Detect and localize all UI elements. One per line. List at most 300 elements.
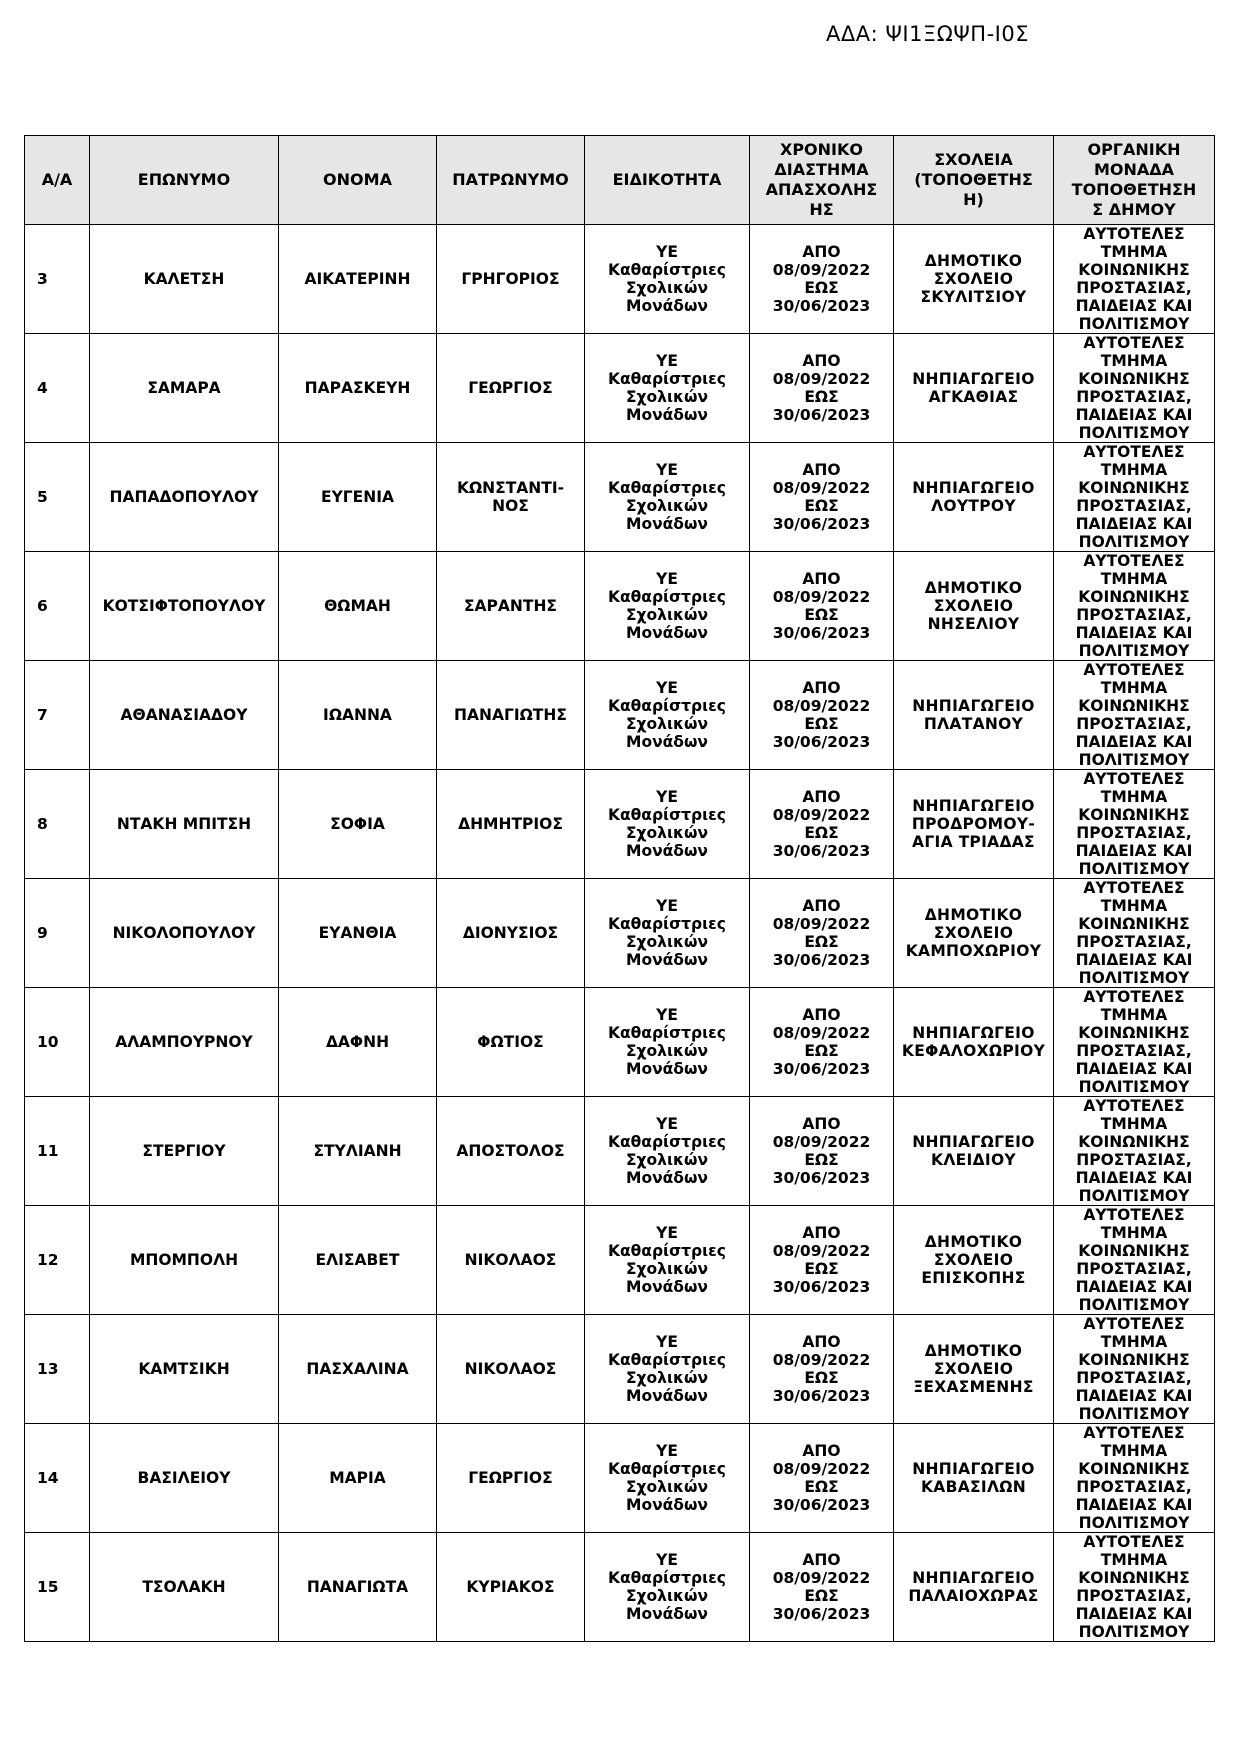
cell-school-line: ΝΗΠΙΑΓΩΓΕΙΟ: [912, 1024, 1035, 1042]
cell-specialty-line: Μονάδων: [626, 1169, 708, 1187]
cell-name: ΣΟΦΙΑ: [279, 770, 437, 879]
cell-specialty: [585, 879, 750, 988]
cell-specialty-line: Μονάδων: [626, 297, 708, 315]
cell-surname: ΜΠΟΜΠΟΛΗ: [90, 1206, 279, 1315]
cell-period-line: 30/06/2023: [772, 733, 871, 751]
cell-father-name: ΝΙΚΟΛΑΟΣ: [437, 1206, 585, 1315]
cell-specialty: [585, 988, 750, 1097]
cell-school-line: ΣΧΟΛΕΙΟ: [933, 924, 1014, 942]
cell-name: ΘΩΜΑΗ: [279, 552, 437, 661]
cell-school-line: ΠΛΑΤΑΝΟΥ: [923, 715, 1024, 733]
cell-specialty-line: ΥΕ: [656, 570, 678, 588]
header-surname: ΕΠΩΝΥΜΟ: [90, 136, 279, 225]
cell-unit: [1054, 879, 1215, 988]
header-aa: Α/Α: [25, 136, 90, 225]
cell-period-line: 08/09/2022: [772, 370, 871, 388]
cell-unit-line: ΚΟΙΝΩΝΙΚΗΣ: [1078, 1133, 1190, 1151]
table-row: [25, 225, 1215, 334]
cell-period-line: ΕΩΣ: [804, 933, 839, 951]
table-row: [25, 1424, 1215, 1533]
cell-period-line: 08/09/2022: [772, 915, 871, 933]
cell-surname: ΤΣΟΛΑΚΗ: [90, 1533, 279, 1642]
cell-period-line: ΑΠΟ: [802, 1224, 841, 1242]
header-line: ΟΡΓΑΝΙΚΗ: [1087, 140, 1181, 159]
cell-surname: ΝΤΑΚΗ ΜΠΙΤΣΗ: [90, 770, 279, 879]
cell-unit-line: ΠΟΛΙΤΙΣΜΟΥ: [1078, 1514, 1190, 1532]
cell-unit-line: ΑΥΤΟΤΕΛΕΣ: [1083, 225, 1185, 243]
cell-unit-line: ΤΜΗΜΑ: [1100, 570, 1168, 588]
cell-period: [750, 443, 894, 552]
cell-specialty-line: Σχολικών: [625, 388, 709, 406]
cell-specialty-line: Καθαρίστριες: [607, 697, 726, 715]
cell-school-line: ΔΗΜΟΤΙΚΟ: [924, 906, 1023, 924]
header-line: ΜΟΝΑΔΑ: [1093, 160, 1175, 179]
cell-unit-line: ΠΑΙΔΕΙΑΣ ΚΑΙ: [1075, 624, 1193, 642]
cell-period-line: ΕΩΣ: [804, 1478, 839, 1496]
table-row: [25, 988, 1215, 1097]
cell-unit: [1054, 1315, 1215, 1424]
cell-period-line: 08/09/2022: [772, 1460, 871, 1478]
cell-period: [750, 1097, 894, 1206]
cell-school: [894, 1315, 1054, 1424]
cell-aa: 9: [25, 879, 90, 988]
cell-father-name: ΣΑΡΑΝΤΗΣ: [437, 552, 585, 661]
cell-unit-line: ΠΑΙΔΕΙΑΣ ΚΑΙ: [1075, 1387, 1193, 1405]
cell-unit-line: ΠΡΟΣΤΑΣΙΑΣ,: [1076, 497, 1192, 515]
cell-name: ΠΑΣΧΑΛΙΝΑ: [279, 1315, 437, 1424]
cell-unit-line: ΠΑΙΔΕΙΑΣ ΚΑΙ: [1075, 1496, 1193, 1514]
cell-period-line: 30/06/2023: [772, 297, 871, 315]
cell-unit-line: ΚΟΙΝΩΝΙΚΗΣ: [1078, 479, 1190, 497]
cell-specialty-line: Σχολικών: [625, 497, 709, 515]
cell-specialty-line: Καθαρίστριες: [607, 806, 726, 824]
cell-school-line: ΝΗΠΙΑΓΩΓΕΙΟ: [912, 697, 1035, 715]
header-line: ΔΙΑΣΤΗΜΑ: [774, 160, 869, 179]
cell-period: [750, 879, 894, 988]
header-line: ΤΟΠΟΘΕΤΗΣΗ: [1071, 180, 1197, 199]
cell-unit: [1054, 770, 1215, 879]
cell-school-line: ΚΕΦΑΛΟΧΩΡΙΟΥ: [901, 1042, 1046, 1060]
cell-specialty-line: ΥΕ: [656, 1006, 678, 1024]
cell-specialty: [585, 770, 750, 879]
cell-school-line: ΔΗΜΟΤΙΚΟ: [924, 1233, 1023, 1251]
cell-period-line: ΑΠΟ: [802, 788, 841, 806]
cell-period: [750, 552, 894, 661]
cell-period: [750, 334, 894, 443]
header-name: ΟΝΟΜΑ: [279, 136, 437, 225]
cell-aa: 15: [25, 1533, 90, 1642]
cell-period-line: ΕΩΣ: [804, 279, 839, 297]
cell-unit-line: ΠΡΟΣΤΑΣΙΑΣ,: [1076, 606, 1192, 624]
cell-unit-line: ΚΟΙΝΩΝΙΚΗΣ: [1078, 1024, 1190, 1042]
cell-period-line: 08/09/2022: [772, 697, 871, 715]
cell-period: [750, 770, 894, 879]
table-row: [25, 1533, 1215, 1642]
cell-unit-line: ΠΟΛΙΤΙΣΜΟΥ: [1078, 1187, 1190, 1205]
table-row: [25, 879, 1215, 988]
cell-unit-line: ΠΡΟΣΤΑΣΙΑΣ,: [1076, 279, 1192, 297]
cell-unit-line: ΠΟΛΙΤΙΣΜΟΥ: [1078, 424, 1190, 442]
cell-specialty-line: Σχολικών: [625, 606, 709, 624]
cell-father-name: ΓΕΩΡΓΙΟΣ: [437, 1424, 585, 1533]
cell-unit-line: ΠΑΙΔΕΙΑΣ ΚΑΙ: [1075, 733, 1193, 751]
cell-unit-line: ΠΑΙΔΕΙΑΣ ΚΑΙ: [1075, 1169, 1193, 1187]
cell-period: [750, 988, 894, 1097]
header-line: ΧΡΟΝΙΚΟ: [779, 140, 863, 159]
cell-specialty-line: Καθαρίστριες: [607, 1569, 726, 1587]
table-row: [25, 661, 1215, 770]
cell-unit: [1054, 661, 1215, 770]
cell-unit-line: ΚΟΙΝΩΝΙΚΗΣ: [1078, 806, 1190, 824]
cell-unit-line: ΤΜΗΜΑ: [1100, 679, 1168, 697]
cell-name: ΠΑΡΑΣΚΕΥΗ: [279, 334, 437, 443]
cell-school-line: ΛΟΥΤΡΟΥ: [931, 497, 1016, 515]
cell-period-line: ΑΠΟ: [802, 1551, 841, 1569]
cell-unit: [1054, 1424, 1215, 1533]
cell-specialty: [585, 1097, 750, 1206]
cell-specialty-line: Σχολικών: [625, 1260, 709, 1278]
cell-specialty-line: Καθαρίστριες: [607, 915, 726, 933]
cell-unit-line: ΠΡΟΣΤΑΣΙΑΣ,: [1076, 824, 1192, 842]
cell-unit-line: ΑΥΤΟΤΕΛΕΣ: [1083, 879, 1185, 897]
cell-school: [894, 879, 1054, 988]
cell-unit-line: ΠΑΙΔΕΙΑΣ ΚΑΙ: [1075, 842, 1193, 860]
cell-unit-line: ΚΟΙΝΩΝΙΚΗΣ: [1078, 1460, 1190, 1478]
table-row: [25, 552, 1215, 661]
cell-school-line: ΔΗΜΟΤΙΚΟ: [924, 579, 1023, 597]
cell-unit-line: ΚΟΙΝΩΝΙΚΗΣ: [1078, 370, 1190, 388]
cell-aa: 5: [25, 443, 90, 552]
cell-period-line: ΑΠΟ: [802, 1115, 841, 1133]
cell-specialty-line: Σχολικών: [625, 715, 709, 733]
cell-specialty-line: Μονάδων: [626, 1060, 708, 1078]
cell-school: [894, 1424, 1054, 1533]
cell-specialty-line: Καθαρίστριες: [607, 1351, 726, 1369]
cell-period-line: 30/06/2023: [772, 951, 871, 969]
cell-specialty: [585, 552, 750, 661]
cell-specialty: [585, 661, 750, 770]
cell-aa: 10: [25, 988, 90, 1097]
cell-specialty: [585, 1424, 750, 1533]
header-line: (ΤΟΠΟΘΕΤΗΣ: [914, 170, 1033, 189]
cell-unit-line: ΤΜΗΜΑ: [1100, 1442, 1168, 1460]
cell-period-line: ΕΩΣ: [804, 388, 839, 406]
cell-specialty-line: Καθαρίστριες: [607, 261, 726, 279]
cell-unit-line: ΠΡΟΣΤΑΣΙΑΣ,: [1076, 1260, 1192, 1278]
cell-unit-line: ΠΟΛΙΤΙΣΜΟΥ: [1078, 533, 1190, 551]
cell-school-line: ΝΗΠΙΑΓΩΓΕΙΟ: [912, 1460, 1035, 1478]
cell-unit-line: ΠΟΛΙΤΙΣΜΟΥ: [1078, 969, 1190, 987]
table-body: [25, 225, 1215, 1642]
cell-period: [750, 1424, 894, 1533]
cell-period-line: ΕΩΣ: [804, 1260, 839, 1278]
cell-specialty-line: Σχολικών: [625, 933, 709, 951]
cell-aa: 8: [25, 770, 90, 879]
cell-period-line: 08/09/2022: [772, 1569, 871, 1587]
cell-unit-line: ΚΟΙΝΩΝΙΚΗΣ: [1078, 1351, 1190, 1369]
cell-name: ΠΑΝΑΓΙΩΤΑ: [279, 1533, 437, 1642]
cell-school-line: ΣΧΟΛΕΙΟ: [933, 597, 1014, 615]
header-specialty: ΕΙΔΙΚΟΤΗΤΑ: [585, 136, 750, 225]
cell-specialty-line: Μονάδων: [626, 733, 708, 751]
cell-school: [894, 661, 1054, 770]
cell-unit-line: ΠΡΟΣΤΑΣΙΑΣ,: [1076, 715, 1192, 733]
cell-period-line: 30/06/2023: [772, 1060, 871, 1078]
cell-specialty-line: Καθαρίστριες: [607, 370, 726, 388]
cell-unit-line: ΠΑΙΔΕΙΑΣ ΚΑΙ: [1075, 1060, 1193, 1078]
cell-specialty-line: Καθαρίστριες: [607, 479, 726, 497]
cell-unit-line: ΠΑΙΔΕΙΑΣ ΚΑΙ: [1075, 515, 1193, 533]
table-row: [25, 1097, 1215, 1206]
cell-specialty-line: ΥΕ: [656, 352, 678, 370]
cell-unit-line: ΤΜΗΜΑ: [1100, 788, 1168, 806]
cell-period-line: ΑΠΟ: [802, 570, 841, 588]
cell-unit-line: ΑΥΤΟΤΕΛΕΣ: [1083, 1533, 1185, 1551]
cell-specialty-line: Μονάδων: [626, 1605, 708, 1623]
cell-period-line: ΑΠΟ: [802, 243, 841, 261]
cell-unit-line: ΚΟΙΝΩΝΙΚΗΣ: [1078, 588, 1190, 606]
cell-unit-line: ΠΟΛΙΤΙΣΜΟΥ: [1078, 642, 1190, 660]
cell-specialty-line: ΥΕ: [656, 1224, 678, 1242]
cell-period-line: ΑΠΟ: [802, 352, 841, 370]
cell-father-name: ΓΡΗΓΟΡΙΟΣ: [437, 225, 585, 334]
cell-unit: [1054, 1206, 1215, 1315]
cell-name: ΙΩΑΝΝΑ: [279, 661, 437, 770]
cell-school-line: ΠΡΟΔΡΟΜΟΥ-: [911, 815, 1036, 833]
cell-period-line: 08/09/2022: [772, 588, 871, 606]
cell-unit-line: ΚΟΙΝΩΝΙΚΗΣ: [1078, 261, 1190, 279]
header-line: ΗΣ: [809, 200, 834, 219]
header-line: ΣΧΟΛΕΙΑ: [934, 150, 1013, 169]
cell-school: [894, 334, 1054, 443]
cell-father-name: ΝΙΚΟΛΑΟΣ: [437, 1315, 585, 1424]
cell-school: [894, 770, 1054, 879]
cell-school-line: ΠΑΛΑΙΟΧΩΡΑΣ: [908, 1587, 1039, 1605]
cell-specialty-line: Καθαρίστριες: [607, 1242, 726, 1260]
cell-specialty-line: Σχολικών: [625, 1369, 709, 1387]
cell-specialty-line: ΥΕ: [656, 788, 678, 806]
cell-specialty-line: ΥΕ: [656, 679, 678, 697]
cell-period-line: ΑΠΟ: [802, 1333, 841, 1351]
staff-table: [24, 135, 1215, 1642]
cell-unit-line: ΚΟΙΝΩΝΙΚΗΣ: [1078, 1569, 1190, 1587]
cell-period-line: 08/09/2022: [772, 1133, 871, 1151]
cell-school-line: ΚΑΒΑΣΙΛΩΝ: [920, 1478, 1027, 1496]
cell-school: [894, 443, 1054, 552]
table-header-row: [25, 136, 1215, 225]
cell-unit-line: ΠΑΙΔΕΙΑΣ ΚΑΙ: [1075, 1278, 1193, 1296]
cell-unit: [1054, 552, 1215, 661]
cell-specialty-line: ΥΕ: [656, 1333, 678, 1351]
cell-specialty-line: ΥΕ: [656, 461, 678, 479]
cell-unit-line: ΤΜΗΜΑ: [1100, 243, 1168, 261]
cell-unit-line: ΤΜΗΜΑ: [1100, 352, 1168, 370]
cell-unit-line: ΑΥΤΟΤΕΛΕΣ: [1083, 988, 1185, 1006]
cell-specialty-line: Καθαρίστριες: [607, 1133, 726, 1151]
cell-name: ΕΥΓΕΝΙΑ: [279, 443, 437, 552]
cell-name: ΔΑΦΝΗ: [279, 988, 437, 1097]
cell-school: [894, 552, 1054, 661]
cell-period: [750, 1315, 894, 1424]
cell-specialty-line: Μονάδων: [626, 1496, 708, 1514]
cell-unit-line: ΠΡΟΣΤΑΣΙΑΣ,: [1076, 933, 1192, 951]
cell-school-line: ΔΗΜΟΤΙΚΟ: [924, 252, 1023, 270]
cell-school: [894, 1097, 1054, 1206]
cell-period-line: 30/06/2023: [772, 624, 871, 642]
cell-period-line: 08/09/2022: [772, 1242, 871, 1260]
cell-school-line: ΣΧΟΛΕΙΟ: [933, 270, 1014, 288]
cell-surname: ΚΟΤΣΙΦΤΟΠΟΥΛΟΥ: [90, 552, 279, 661]
cell-unit-line: ΑΥΤΟΤΕΛΕΣ: [1083, 552, 1185, 570]
cell-unit-line: ΤΜΗΜΑ: [1100, 1224, 1168, 1242]
cell-aa: 11: [25, 1097, 90, 1206]
table-row: [25, 1206, 1215, 1315]
cell-school-line: ΣΧΟΛΕΙΟ: [933, 1251, 1014, 1269]
cell-period-line: 08/09/2022: [772, 806, 871, 824]
cell-specialty-line: Σχολικών: [625, 824, 709, 842]
cell-aa: 7: [25, 661, 90, 770]
cell-period-line: 08/09/2022: [772, 479, 871, 497]
cell-unit-line: ΠΑΙΔΕΙΑΣ ΚΑΙ: [1075, 951, 1193, 969]
cell-unit-line: ΚΟΙΝΩΝΙΚΗΣ: [1078, 915, 1190, 933]
cell-school-line: ΞΕΧΑΣΜΕΝΗΣ: [913, 1378, 1034, 1396]
cell-period-line: 08/09/2022: [772, 261, 871, 279]
cell-name: ΕΛΙΣΑΒΕΤ: [279, 1206, 437, 1315]
cell-father-name: ΦΩΤΙΟΣ: [437, 988, 585, 1097]
cell-specialty-line: Μονάδων: [626, 624, 708, 642]
cell-aa: 3: [25, 225, 90, 334]
cell-surname: ΝΙΚΟΛΟΠΟΥΛΟΥ: [90, 879, 279, 988]
cell-school-line: ΚΛΕΙΔΙΟΥ: [931, 1151, 1016, 1169]
cell-specialty: [585, 225, 750, 334]
cell-period-line: ΕΩΣ: [804, 1369, 839, 1387]
cell-period-line: ΕΩΣ: [804, 824, 839, 842]
cell-specialty-line: Σχολικών: [625, 1151, 709, 1169]
cell-unit-line: ΠΟΛΙΤΙΣΜΟΥ: [1078, 1078, 1190, 1096]
cell-period-line: ΑΠΟ: [802, 679, 841, 697]
cell-aa: 12: [25, 1206, 90, 1315]
cell-period-line: 30/06/2023: [772, 515, 871, 533]
table-row: [25, 443, 1215, 552]
cell-school: [894, 1533, 1054, 1642]
cell-specialty-line: ΥΕ: [656, 1551, 678, 1569]
cell-period-line: ΑΠΟ: [802, 1006, 841, 1024]
cell-period-line: ΑΠΟ: [802, 897, 841, 915]
cell-period: [750, 225, 894, 334]
cell-period-line: 30/06/2023: [772, 406, 871, 424]
cell-school-line: ΣΧΟΛΕΙΟ: [933, 1360, 1014, 1378]
cell-school-line: ΕΠΙΣΚΟΠΗΣ: [921, 1269, 1026, 1287]
cell-surname: ΚΑΛΕΤΣΗ: [90, 225, 279, 334]
cell-specialty: [585, 334, 750, 443]
cell-period-line: ΑΠΟ: [802, 461, 841, 479]
cell-unit: [1054, 988, 1215, 1097]
cell-unit-line: ΠΑΙΔΕΙΑΣ ΚΑΙ: [1075, 297, 1193, 315]
cell-unit-line: ΑΥΤΟΤΕΛΕΣ: [1083, 1424, 1185, 1442]
cell-father-name: ΚΩΝΣΤΑΝΤΙ-ΝΟΣ: [437, 443, 585, 552]
cell-aa: 13: [25, 1315, 90, 1424]
cell-specialty-line: Καθαρίστριες: [607, 588, 726, 606]
cell-school-line: ΔΗΜΟΤΙΚΟ: [924, 1342, 1023, 1360]
cell-surname: ΣΤΕΡΓΙΟΥ: [90, 1097, 279, 1206]
cell-period: [750, 1206, 894, 1315]
cell-name: ΜΑΡΙΑ: [279, 1424, 437, 1533]
cell-unit-line: ΠΟΛΙΤΙΣΜΟΥ: [1078, 315, 1190, 333]
cell-period-line: ΕΩΣ: [804, 1151, 839, 1169]
cell-unit-line: ΤΜΗΜΑ: [1100, 1006, 1168, 1024]
header-line: ΑΠΑΣΧΟΛΗΣ: [765, 180, 878, 199]
cell-school-line: ΝΗΠΙΑΓΩΓΕΙΟ: [912, 1569, 1035, 1587]
cell-surname: ΑΘΑΝΑΣΙΑΔΟΥ: [90, 661, 279, 770]
table-row: [25, 770, 1215, 879]
cell-aa: 14: [25, 1424, 90, 1533]
cell-name: ΑΙΚΑΤΕΡΙΝΗ: [279, 225, 437, 334]
cell-aa: 6: [25, 552, 90, 661]
cell-name: ΕΥΑΝΘΙΑ: [279, 879, 437, 988]
cell-specialty-line: Μονάδων: [626, 1387, 708, 1405]
cell-specialty-line: Καθαρίστριες: [607, 1460, 726, 1478]
cell-unit-line: ΚΟΙΝΩΝΙΚΗΣ: [1078, 1242, 1190, 1260]
cell-father-name: ΔΗΜΗΤΡΙΟΣ: [437, 770, 585, 879]
header-employment-period: [750, 136, 894, 225]
cell-school-line: ΑΓΙΑ ΤΡΙΑΔΑΣ: [912, 833, 1035, 851]
cell-specialty-line: Μονάδων: [626, 842, 708, 860]
cell-father-name: ΚΥΡΙΑΚΟΣ: [437, 1533, 585, 1642]
cell-period-line: ΕΩΣ: [804, 1042, 839, 1060]
cell-unit-line: ΠΟΛΙΤΙΣΜΟΥ: [1078, 1296, 1190, 1314]
cell-school-line: ΝΗΠΙΑΓΩΓΕΙΟ: [912, 1133, 1035, 1151]
cell-specialty-line: Καθαρίστριες: [607, 1024, 726, 1042]
cell-period-line: ΕΩΣ: [804, 715, 839, 733]
cell-father-name: ΠΑΝΑΓΙΩΤΗΣ: [437, 661, 585, 770]
cell-period-line: 30/06/2023: [772, 1605, 871, 1623]
cell-specialty-line: Σχολικών: [625, 1042, 709, 1060]
cell-unit-line: ΠΑΙΔΕΙΑΣ ΚΑΙ: [1075, 1605, 1193, 1623]
cell-unit-line: ΠΟΛΙΤΙΣΜΟΥ: [1078, 1623, 1190, 1641]
cell-period-line: ΕΩΣ: [804, 497, 839, 515]
cell-school: [894, 225, 1054, 334]
header-line: Σ ΔΗΜΟΥ: [1092, 200, 1176, 219]
cell-school-line: ΝΗΠΙΑΓΩΓΕΙΟ: [912, 479, 1035, 497]
cell-unit-line: ΚΟΙΝΩΝΙΚΗΣ: [1078, 697, 1190, 715]
cell-school-line: ΚΑΜΠΟΧΩΡΙΟΥ: [905, 942, 1042, 960]
cell-unit-line: ΠΡΟΣΤΑΣΙΑΣ,: [1076, 1151, 1192, 1169]
cell-unit-line: ΠΟΛΙΤΙΣΜΟΥ: [1078, 860, 1190, 878]
cell-specialty-line: Μονάδων: [626, 406, 708, 424]
cell-unit: [1054, 225, 1215, 334]
cell-specialty-line: Σχολικών: [625, 1587, 709, 1605]
table-row: [25, 334, 1215, 443]
cell-surname: ΣΑΜΑΡΑ: [90, 334, 279, 443]
cell-father-name: ΔΙΟΝΥΣΙΟΣ: [437, 879, 585, 988]
cell-period-line: 30/06/2023: [772, 1387, 871, 1405]
cell-aa: 4: [25, 334, 90, 443]
cell-unit-line: ΠΟΛΙΤΙΣΜΟΥ: [1078, 751, 1190, 769]
cell-unit-line: ΤΜΗΜΑ: [1100, 1333, 1168, 1351]
cell-specialty-line: Σχολικών: [625, 279, 709, 297]
cell-school-line: ΑΓΚΑΘΙΑΣ: [928, 388, 1019, 406]
cell-period-line: 08/09/2022: [772, 1351, 871, 1369]
cell-school: [894, 1206, 1054, 1315]
cell-unit-line: ΤΜΗΜΑ: [1100, 461, 1168, 479]
cell-specialty: [585, 1315, 750, 1424]
cell-surname: ΑΛΑΜΠΟΥΡΝΟΥ: [90, 988, 279, 1097]
cell-specialty: [585, 1206, 750, 1315]
cell-period-line: ΕΩΣ: [804, 1587, 839, 1605]
cell-unit-line: ΠΑΙΔΕΙΑΣ ΚΑΙ: [1075, 406, 1193, 424]
header-father-name: ΠΑΤΡΩΝΥΜΟ: [437, 136, 585, 225]
cell-school-line: ΣΚΥΛΙΤΣΙΟΥ: [920, 288, 1027, 306]
